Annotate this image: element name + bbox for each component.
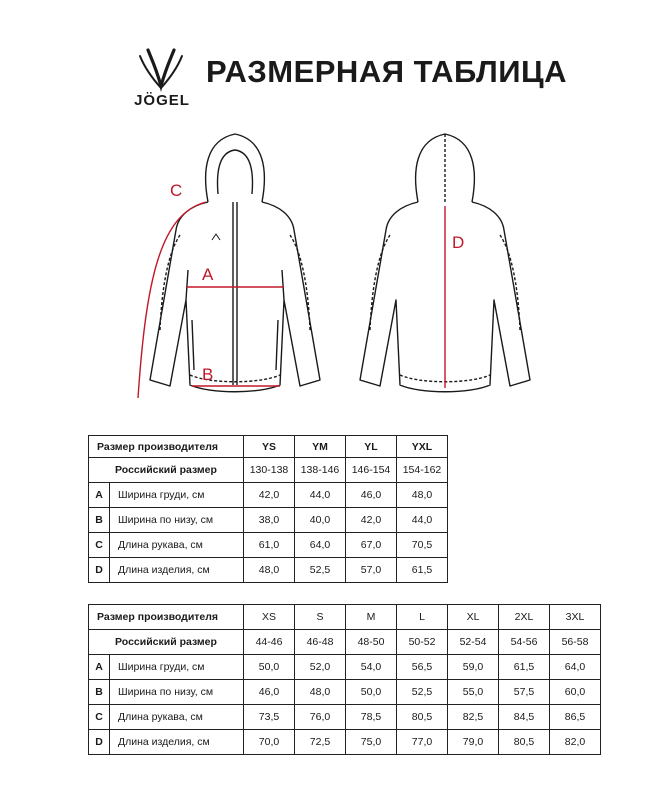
header-label: Размер производителя (89, 436, 244, 458)
value-cell: 64,0 (550, 655, 601, 680)
russian-cell: 48-50 (346, 630, 397, 655)
size-cell: XL (448, 605, 499, 630)
value-cell: 40,0 (295, 508, 346, 533)
value-cell: 44,0 (397, 508, 448, 533)
size-cell: L (397, 605, 448, 630)
value-cell: 86,5 (550, 705, 601, 730)
value-cell: 82,5 (448, 705, 499, 730)
row-name: Длина рукава, см (110, 533, 244, 558)
row-name: Ширина груди, см (110, 483, 244, 508)
value-cell: 50,0 (244, 655, 295, 680)
value-cell: 84,5 (499, 705, 550, 730)
measure-label-b: B (202, 365, 214, 384)
russian-label: Российский размер (89, 458, 244, 483)
size-cell: YM (295, 436, 346, 458)
row-letter: B (89, 680, 110, 705)
row-letter: B (89, 508, 110, 533)
row-name: Длина изделия, см (110, 730, 244, 755)
value-cell: 46,0 (346, 483, 397, 508)
russian-cell: 130-138 (244, 458, 295, 483)
header-label: Размер производителя (89, 605, 244, 630)
value-cell: 48,0 (244, 558, 295, 583)
size-cell: YS (244, 436, 295, 458)
row-letter: A (89, 483, 110, 508)
size-cell: XS (244, 605, 295, 630)
value-cell: 42,0 (346, 508, 397, 533)
value-cell: 44,0 (295, 483, 346, 508)
row-letter: D (89, 730, 110, 755)
logo-mark-icon (126, 46, 196, 92)
value-cell: 77,0 (397, 730, 448, 755)
row-name: Ширина по низу, см (110, 680, 244, 705)
measure-label-a: A (202, 265, 214, 284)
value-cell: 52,5 (295, 558, 346, 583)
size-cell: S (295, 605, 346, 630)
value-cell: 57,5 (499, 680, 550, 705)
value-cell: 55,0 (448, 680, 499, 705)
value-cell: 64,0 (295, 533, 346, 558)
value-cell: 75,0 (346, 730, 397, 755)
jacket-diagram (120, 130, 550, 410)
size-table-adult (88, 604, 601, 755)
measure-label-d: D (452, 233, 465, 252)
row-letter: A (89, 655, 110, 680)
brand-logo (126, 46, 196, 122)
row-letter: C (89, 705, 110, 730)
russian-cell: 44-46 (244, 630, 295, 655)
table-row (89, 558, 448, 583)
size-table-kids (88, 435, 448, 583)
russian-cell: 52-54 (448, 630, 499, 655)
measure-label-c: C (170, 181, 183, 200)
value-cell: 38,0 (244, 508, 295, 533)
russian-cell: 138-146 (295, 458, 346, 483)
russian-cell: 154-162 (397, 458, 448, 483)
row-name: Длина рукава, см (110, 705, 244, 730)
row-name: Ширина груди, см (110, 655, 244, 680)
russian-cell: 50-52 (397, 630, 448, 655)
value-cell: 61,5 (499, 655, 550, 680)
russian-cell: 46-48 (295, 630, 346, 655)
russian-cell: 146-154 (346, 458, 397, 483)
value-cell: 79,0 (448, 730, 499, 755)
value-cell: 78,5 (346, 705, 397, 730)
row-letter: C (89, 533, 110, 558)
measure-line-c (138, 202, 206, 398)
value-cell: 61,5 (397, 558, 448, 583)
value-cell: 82,0 (550, 730, 601, 755)
row-name: Ширина по низу, см (110, 508, 244, 533)
value-cell: 57,0 (346, 558, 397, 583)
value-cell: 70,0 (244, 730, 295, 755)
russian-cell: 56-58 (550, 630, 601, 655)
value-cell: 50,0 (346, 680, 397, 705)
value-cell: 54,0 (346, 655, 397, 680)
size-cell: YL (346, 436, 397, 458)
value-cell: 48,0 (397, 483, 448, 508)
value-cell: 72,5 (295, 730, 346, 755)
value-cell: 42,0 (244, 483, 295, 508)
jacket-front (150, 134, 320, 392)
table-row (89, 508, 448, 533)
table-row (89, 483, 448, 508)
size-cell: YXL (397, 436, 448, 458)
row-name: Длина изделия, см (110, 558, 244, 583)
value-cell: 73,5 (244, 705, 295, 730)
table-row (89, 680, 601, 705)
brand-name: JÖGEL (134, 92, 190, 109)
value-cell: 70,5 (397, 533, 448, 558)
value-cell: 59,0 (448, 655, 499, 680)
value-cell: 61,0 (244, 533, 295, 558)
value-cell: 52,5 (397, 680, 448, 705)
value-cell: 52,0 (295, 655, 346, 680)
value-cell: 80,5 (397, 705, 448, 730)
russian-cell: 54-56 (499, 630, 550, 655)
value-cell: 80,5 (499, 730, 550, 755)
value-cell: 60,0 (550, 680, 601, 705)
russian-label: Российский размер (89, 630, 244, 655)
table-row (89, 705, 601, 730)
size-cell: 2XL (499, 605, 550, 630)
page-title: РАЗМЕРНАЯ ТАБЛИЦА (206, 54, 568, 89)
size-cell: 3XL (550, 605, 601, 630)
value-cell: 67,0 (346, 533, 397, 558)
value-cell: 56,5 (397, 655, 448, 680)
table-row (89, 730, 601, 755)
row-letter: D (89, 558, 110, 583)
value-cell: 46,0 (244, 680, 295, 705)
value-cell: 48,0 (295, 680, 346, 705)
value-cell: 76,0 (295, 705, 346, 730)
table-row (89, 655, 601, 680)
table-row (89, 533, 448, 558)
size-cell: M (346, 605, 397, 630)
